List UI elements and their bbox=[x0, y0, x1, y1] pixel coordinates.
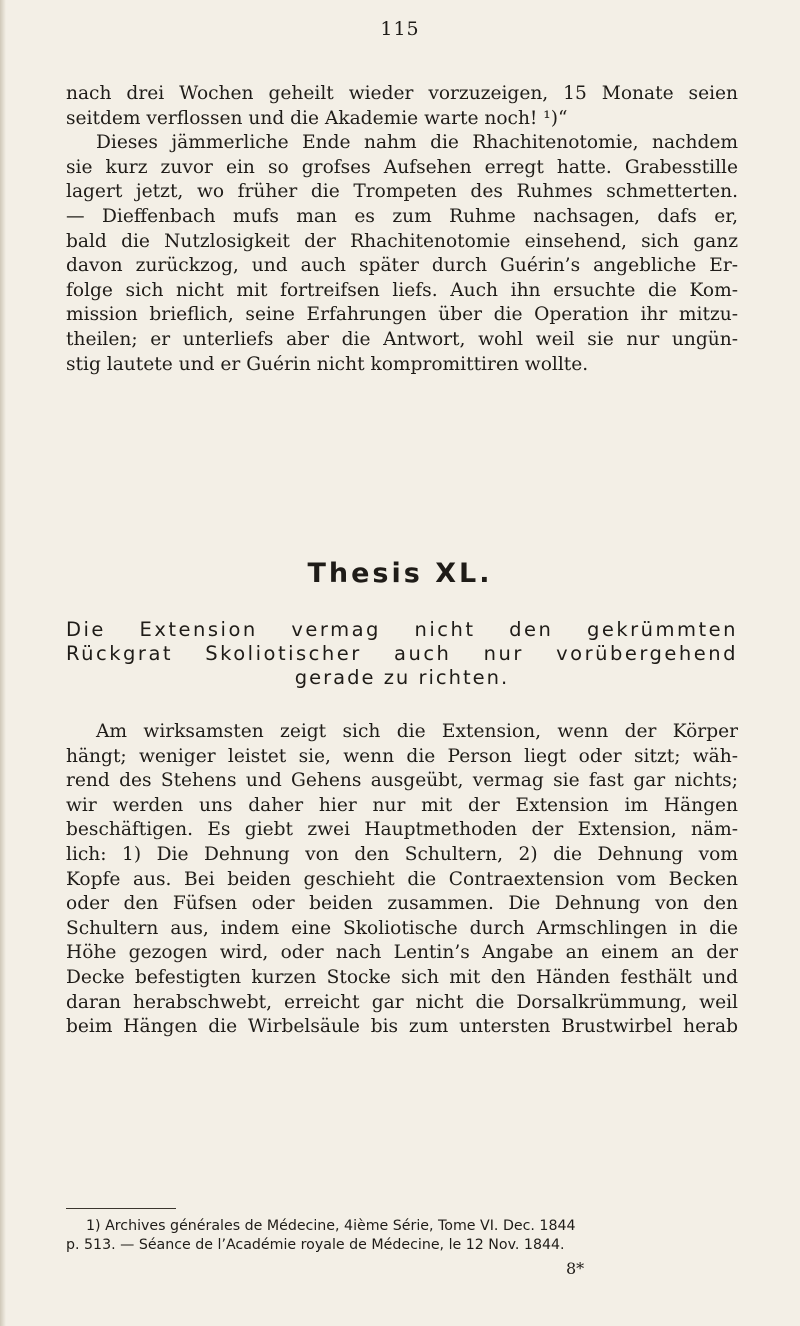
text-line: Dieses jämmerliche Ende nahm die Rhachitenotomie, nachdem bbox=[96, 132, 738, 154]
page-edge-shadow bbox=[0, 0, 6, 1326]
footnote-line: 1) Archives générales de Médecine, 4ième Série, Tome VI. Dec. 1844 bbox=[86, 1218, 576, 1234]
footnote-divider bbox=[66, 1208, 176, 1209]
text-line: Höhe gezogen wird, oder nach Lentin’s Angabe an einem an der bbox=[66, 942, 738, 964]
text-line: bald die Nutzlosigkeit der Rhachitenotomie einsehend, sich ganz bbox=[66, 230, 738, 252]
text-line: sie kurz zuvor ein so grofses Aufsehen erregt hatte. Grabesstille bbox=[66, 156, 738, 178]
text-line: oder den Füfsen oder beiden zusammen. Die Dehnung von den bbox=[66, 893, 738, 915]
text-line: Am wirksamsten zeigt sich die Extension, wenn der Körper bbox=[96, 721, 738, 742]
text-line: mission brieflich, seine Erfahrungen über die Operation ihr mitzu- bbox=[66, 304, 738, 326]
text-line: beschäftigen. Es giebt zwei Hauptmethoden der Extension, näm- bbox=[66, 819, 738, 841]
text-line: wir werden uns daher hier nur mit der Extension im Hängen bbox=[66, 794, 738, 816]
footnote-line: p. 513. — Séance de l’Académie royale de Médecine, le 12 Nov. 1844. bbox=[66, 1237, 565, 1253]
text-line: seitdem verflossen und die Akademie warte noch! ¹)“ bbox=[66, 107, 568, 129]
text-line: daran herabschwebt, erreicht gar nicht die Dorsalkrümmung, weil bbox=[66, 991, 738, 1013]
text-line: Decke befestigten kurzen Stocke sich mit den Händen festhält und bbox=[66, 966, 738, 988]
text-line: — Dieffenbach mufs man es zum Ruhme nachsagen, dafs er, bbox=[66, 205, 738, 227]
thesis-statement bbox=[66, 618, 738, 690]
text-line: beim Hängen die Wirbelsäule bis zum untersten Brustwirbel herab bbox=[66, 1016, 738, 1038]
thesis-line: gerade zu richten. bbox=[294, 666, 510, 689]
text-line: Kopfe aus. Bei beiden geschieht die Contraextension vom Becken bbox=[66, 868, 738, 890]
text-line: davon zurückzog, und auch später durch Guérin’s angebliche Er- bbox=[66, 255, 738, 277]
text-line: rend des Stehens und Gehens ausgeübt, vermag sie fast gar nichts; bbox=[66, 770, 738, 792]
text-line: nach drei Wochen geheilt wieder vorzuzeigen, 15 Monate seien bbox=[66, 83, 738, 104]
paragraph-1 bbox=[66, 82, 738, 377]
text-line: Schultern aus, indem eine Skoliotische durch Armschlingen in die bbox=[66, 917, 738, 939]
thesis-line: Rückgrat Skoliotischer auch nur vorübergehend bbox=[66, 642, 738, 665]
footnotes bbox=[66, 1217, 738, 1255]
text-line: lich: 1) Die Dehnung von den Schultern, 2) die Dehnung vom bbox=[66, 843, 738, 865]
text-line: hängt; weniger leistet sie, wenn die Person liegt oder sitzt; wäh- bbox=[66, 745, 738, 767]
signature-mark: 8* bbox=[566, 1259, 585, 1278]
text-line: theilen; er unterliefs aber die Antwort, wohl weil sie nur ungün- bbox=[66, 328, 738, 350]
page-number: 115 bbox=[380, 18, 420, 40]
text-line: stig lautete und er Guérin nicht kompromittiren wollte. bbox=[66, 353, 589, 375]
thesis-heading: Thesis XL. bbox=[307, 558, 493, 589]
thesis-line: Die Extension vermag nicht den gekrümmten bbox=[66, 618, 738, 641]
text-line: lagert jetzt, wo früher die Trompeten des Ruhmes schmetterten. bbox=[66, 181, 738, 203]
paragraph-2 bbox=[66, 720, 738, 1040]
text-line: folge sich nicht mit fortreifsen liefs. Auch ihn ersuchte die Kom- bbox=[66, 279, 738, 301]
